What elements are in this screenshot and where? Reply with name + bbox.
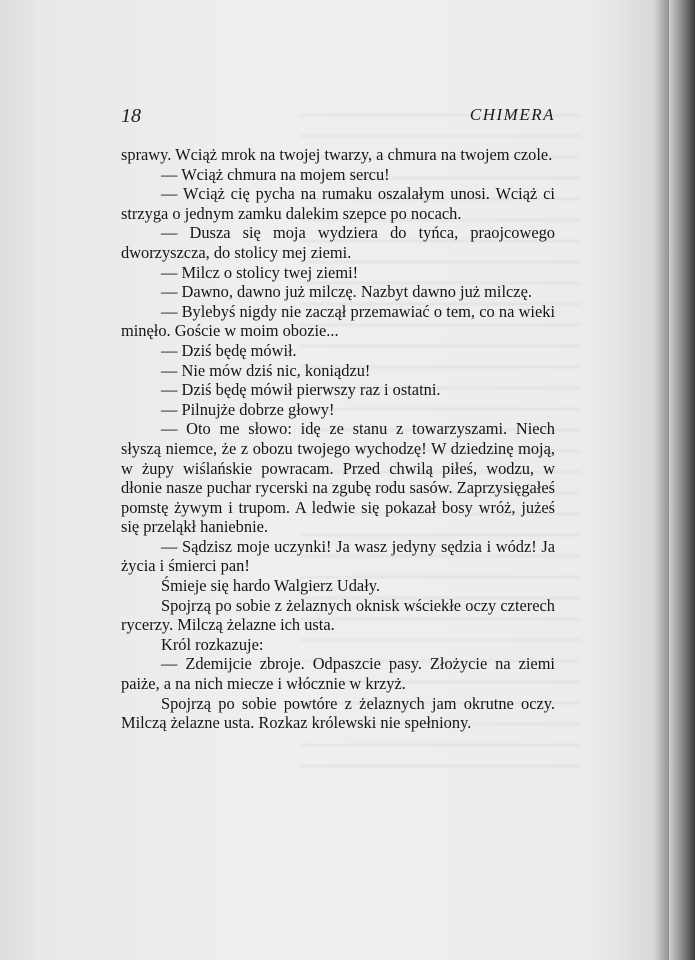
- paragraph: — Dziś będę mówił pierwszy raz i ostatni.: [161, 380, 441, 400]
- paragraph: — Dawno, dawno już milczę. Nazbyt dawno już milczę.: [161, 282, 532, 302]
- paragraph: — Milcz o stolicy twej ziemi!: [161, 262, 359, 282]
- running-head: CHIMERA: [469, 105, 555, 124]
- paragraph: Król rozkazuje:: [161, 634, 264, 654]
- paragraph: — Dusza się moja wydziera do tyńca, praojcowego dworzyszcza, do stolicy mej ziemi.: [121, 223, 555, 262]
- paragraph: — Sądzisz moje uczynki! Ja wasz jedyny sędzia i wódz! Ja życia i śmierci pan!: [121, 536, 555, 576]
- paragraph: — Zdemijcie zbroje. Odpaszcie pasy. Złożycie na ziemi paiże, a na nich miecze i włócznie w krzyż.: [121, 654, 555, 694]
- paragraph: — Oto me słowo: idę ze stanu z towarzyszami. Niech słyszą niemce, że z obozu twojego wychodzę! W dziedzinę moją, w żupy wiślańskie powracam. Przed chwilą piłeś, wodzu, w dłonie nasze puchar rycerski na zgubę rodu sasów. Zaprzysięgałeś pomstę żywym i trupom. A ledwie się pokazał bosy wróż, jużeś się przeląkł haniebnie.: [121, 419, 555, 537]
- page-number: 18: [121, 105, 141, 127]
- paragraph: — Wciąż cię pycha na rumaku oszalałym unosi. Wciąż ci strzyga o jednym zamku dalekim szepce po nocach.: [121, 184, 555, 223]
- paragraph: sprawy. Wciąż mrok na twojej twarzy, a chmura na twojem czole.: [121, 145, 553, 164]
- next-page-edge: [669, 0, 695, 960]
- paragraph: Spojrzą po sobie z żelaznych oknisk wściekłe oczy czterech rycerzy. Milczą żelazne ich usta.: [121, 595, 555, 635]
- paragraph: — Wciąż chmura na mojem sercu!: [161, 164, 390, 184]
- paragraph: Śmieje się hardo Walgierz Udały.: [161, 576, 380, 596]
- paragraph: — Nie mów dziś nic, koniądzu!: [161, 360, 371, 380]
- body-text: [121, 145, 555, 733]
- paragraph: — Pilnujże dobrze głowy!: [161, 399, 335, 419]
- paragraph: — Bylebyś nigdy nie zaczął przemawiać o tem, co na wieki minęło. Goście w moim obozie...: [121, 301, 555, 341]
- page-header: [121, 105, 555, 129]
- paragraph: Spojrzą po sobie powtóre z żelaznych jam okrutne oczy. Milczą żelazne usta. Rozkaz królewski nie spełniony.: [121, 693, 555, 733]
- paragraph: — Dziś będę mówił.: [161, 340, 297, 360]
